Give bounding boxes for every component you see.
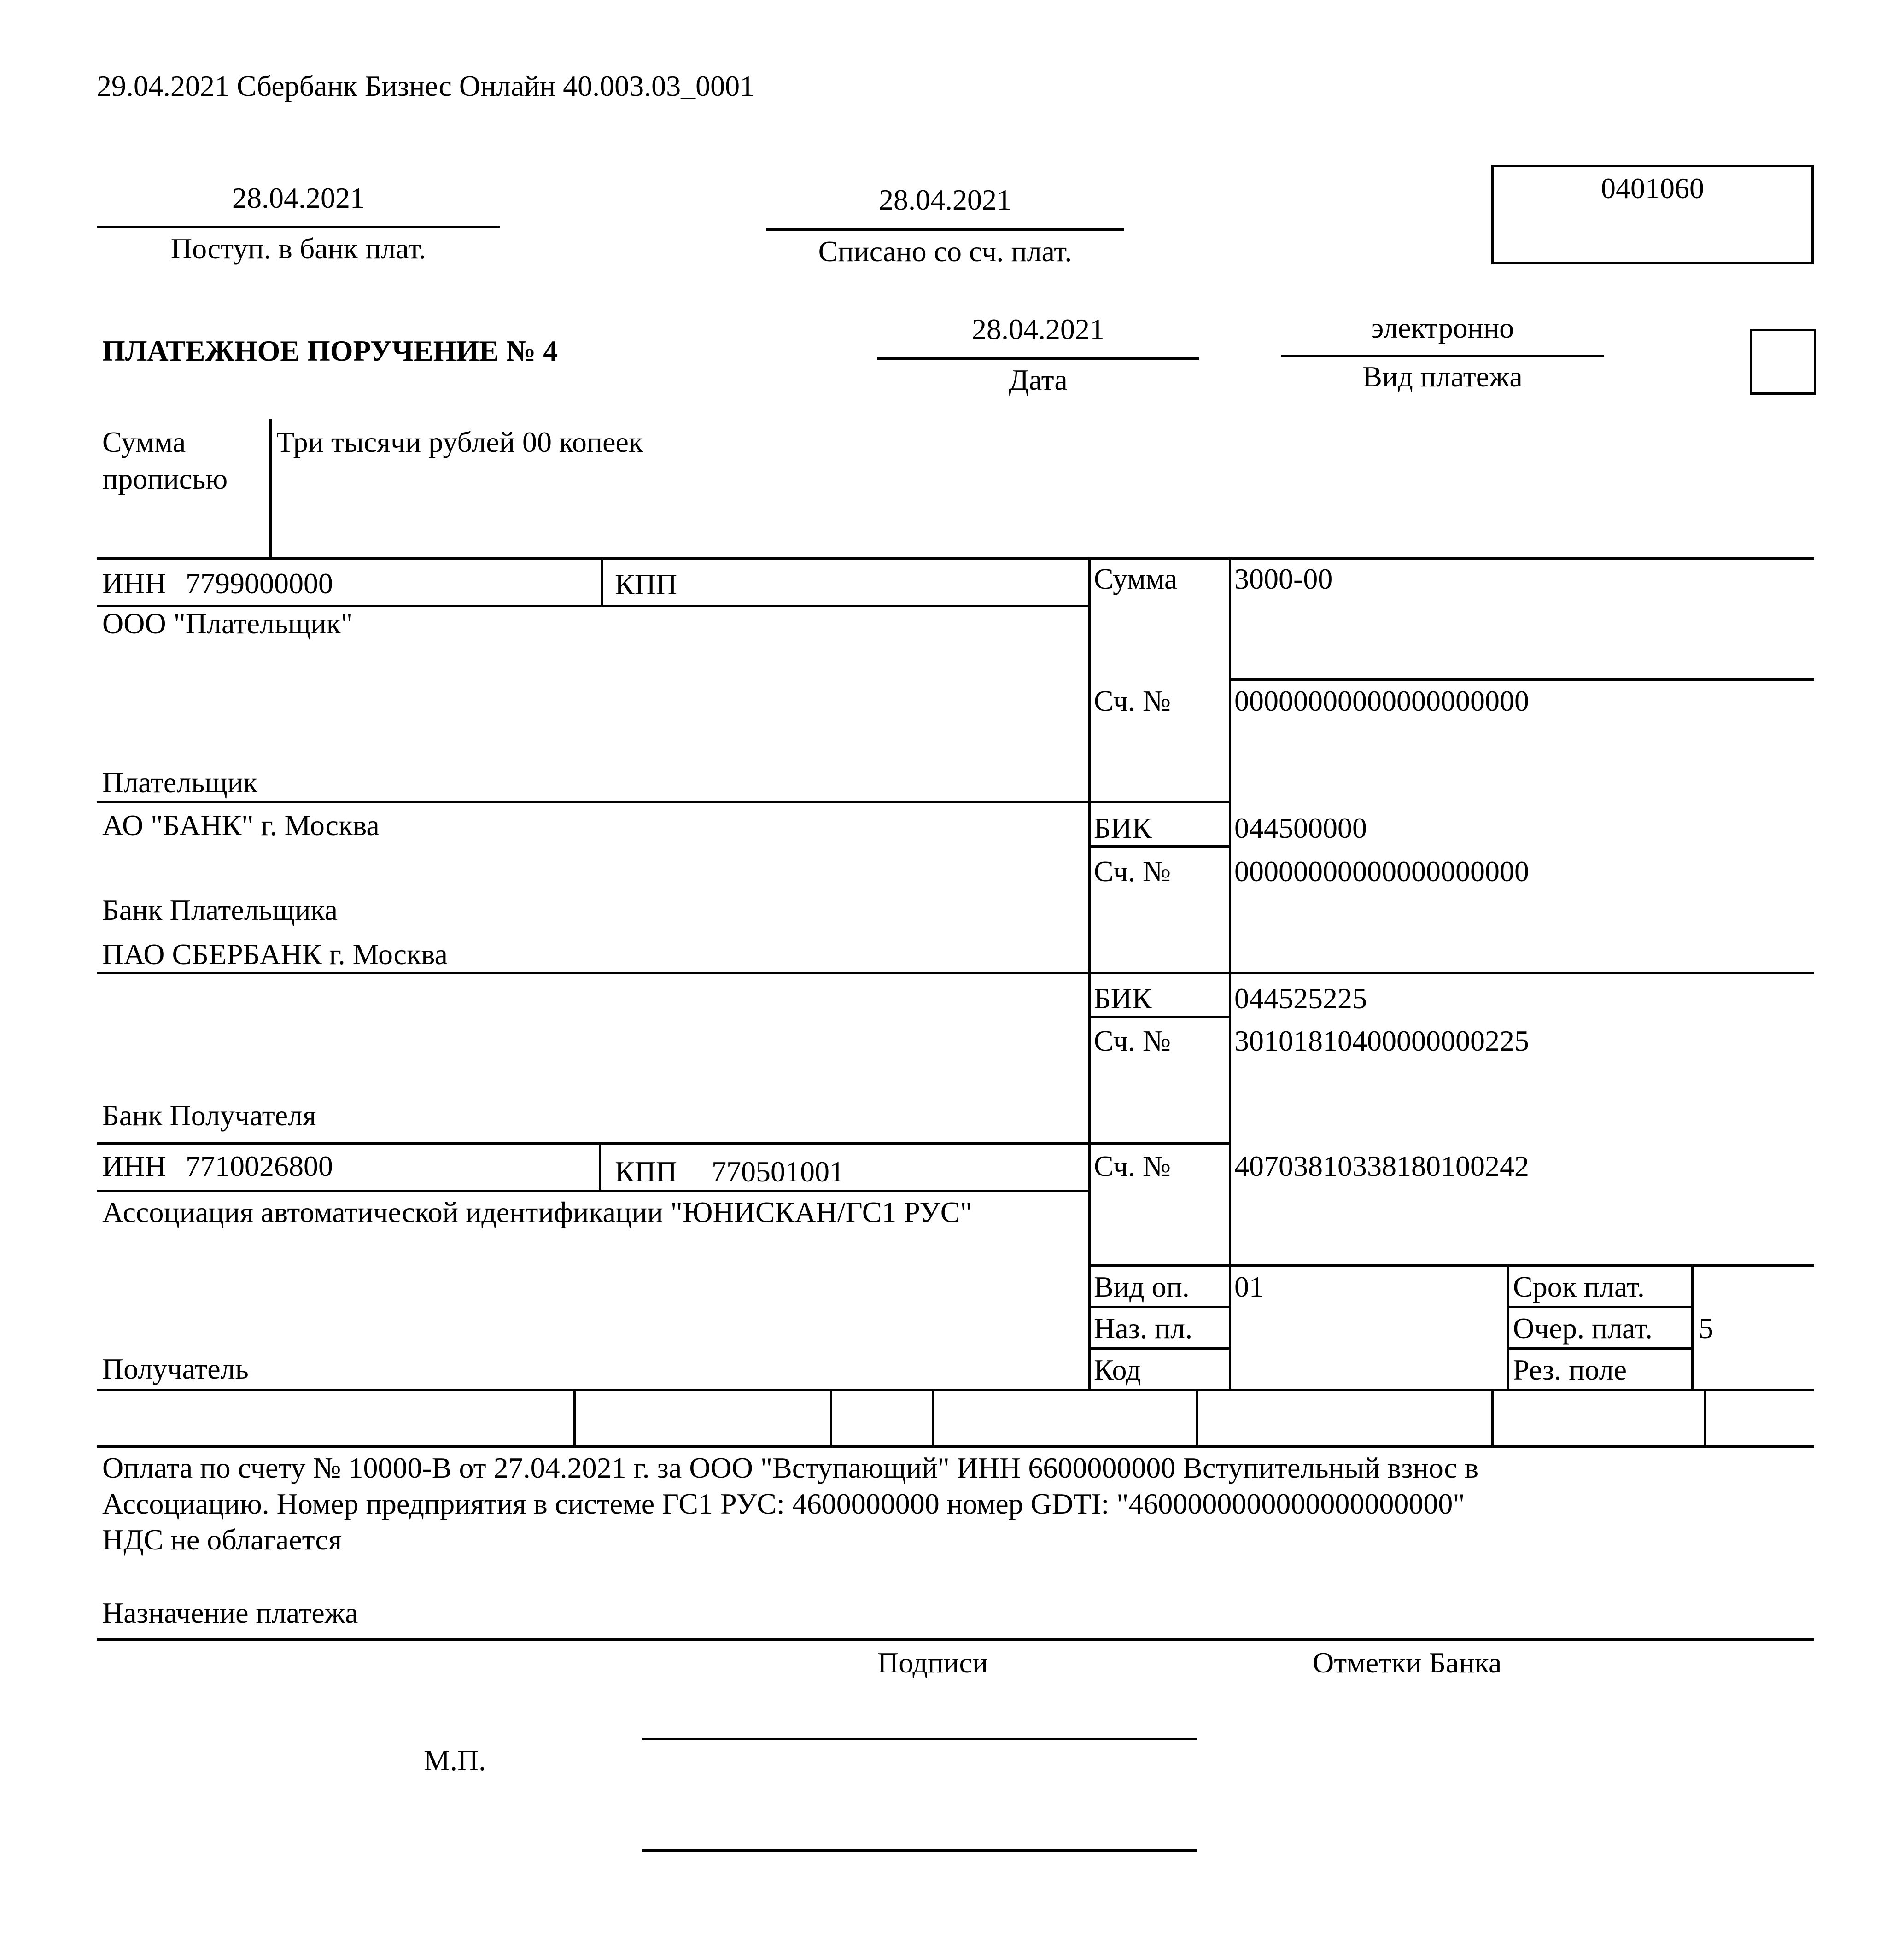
operation-top-line [1088,1264,1814,1267]
payer-amount-label: Сумма [1094,562,1178,595]
payee-bank-account-label: Сч. № [1094,1024,1171,1057]
order-date: 28.04.2021 [972,313,1104,345]
payment-status-box [1750,329,1816,395]
operation-divider-2 [1691,1264,1694,1391]
budget-cell-divider-4 [1196,1389,1198,1446]
payer-bank-label: Банк Плательщика [102,894,338,926]
purpose-label: Назначение платежа [102,1596,358,1629]
payee-bank-bik: 044525225 [1234,982,1367,1015]
priority-label: Очер. плат. [1513,1312,1653,1345]
payee-bank-bik-line [1088,1016,1229,1018]
op-type-label: Вид оп. [1094,1270,1190,1303]
order-date-line [877,357,1199,360]
signature-line-1 [642,1738,1197,1740]
amount-words-value: Три тысячи рублей 00 копеек [276,426,643,458]
payer-bank-account-label: Сч. № [1094,855,1171,888]
payer-label: Плательщик [102,766,258,799]
purpose-line-3: НДС не облагается [102,1523,342,1556]
payer-bank-bik: 044500000 [1234,812,1367,844]
amount-words-divider [269,419,272,557]
document-title: ПЛАТЕЖНОЕ ПОРУЧЕНИЕ № 4 [102,334,558,367]
payee-name: Ассоциация автоматической идентификации "ЮНИСКАН/ГС1 РУС" [102,1196,972,1228]
payer-bank-bottom-line [97,972,1814,974]
payer-account-label: Сч. № [1094,684,1171,717]
grid-line-top [97,557,1814,560]
seal-label: М.П. [424,1744,486,1777]
payer-name: ООО "Плательщик" [102,607,353,640]
payer-bank-bik-label: БИК [1094,812,1152,844]
bank-marks-label: Отметки Банка [1313,1646,1502,1679]
purpose-code-label: Наз. пл. [1094,1312,1193,1345]
payer-amount: 3000-00 [1234,562,1333,595]
debited-label: Списано со сч. плат. [818,235,1072,268]
amount-words-label: Сумма [102,426,186,458]
payer-inn-label: ИНН [102,567,166,600]
amount-line [1229,678,1814,681]
payee-bank-bottom-line [97,1142,1229,1145]
payee-bank-label: Банк Получателя [102,1099,316,1132]
payee-inn-label: ИНН [102,1150,166,1182]
signature-line-2 [642,1849,1197,1852]
amount-words-label-2: прописью [102,462,228,495]
payer-inn: 7799000000 [186,567,333,600]
term-label: Срок плат. [1513,1270,1645,1303]
payer-account: 00000000000000000000 [1234,684,1529,717]
payer-bank-name: АО "БАНК" г. Москва [102,809,380,842]
debited-line [766,228,1124,231]
payee-kpp: 770501001 [712,1155,844,1188]
budget-cell-divider-6 [1704,1389,1706,1446]
payee-label: Получатель [102,1352,249,1385]
budget-cell-divider-2 [830,1389,832,1446]
op-type: 01 [1234,1270,1264,1303]
payment-type-label: Вид платежа [1362,360,1523,393]
payee-inn: 7710026800 [186,1150,333,1182]
term-line [1507,1306,1691,1308]
budget-cell-divider-1 [573,1389,576,1446]
code-label: Код [1094,1353,1141,1386]
payee-bank-account: 30101810400000000225 [1234,1024,1529,1057]
priority-value: 5 [1699,1312,1713,1345]
form-code: 0401060 [1601,172,1704,205]
priority-line [1507,1347,1691,1350]
order-date-label: Дата [1009,363,1068,396]
payee-inn-line [97,1190,1088,1192]
payer-kpp-label: КПП [615,568,677,601]
budget-row-bottom-line [97,1445,1814,1448]
budget-cell-divider-5 [1491,1389,1494,1446]
budget-cell-divider-3 [932,1389,934,1446]
payer-bank-bik-line [1088,845,1229,848]
reserve-label: Рез. поле [1513,1353,1627,1386]
purpose-code-line [1088,1347,1229,1350]
budget-row-top-line [97,1389,1814,1391]
received-date: 28.04.2021 [232,181,365,214]
payment-type-line [1281,355,1604,357]
purpose-line-2: Ассоциацию. Номер предприятия в системе ГС1 РУС: 4600000000 номер GDTI: "4600000000000000000000" [102,1487,1465,1520]
payer-bank-account: 00000000000000000000 [1234,855,1529,888]
purpose-bottom-line [97,1638,1814,1641]
payee-account-label: Сч. № [1094,1150,1171,1182]
payer-bottom-line [97,801,1229,803]
payment-type: электронно [1371,311,1514,344]
op-type-line [1088,1306,1229,1308]
debited-date: 28.04.2021 [879,183,1011,216]
payee-bank-bik-label: БИК [1094,982,1152,1015]
payee-kpp-label: КПП [615,1155,677,1188]
operation-divider-1 [1507,1264,1509,1391]
signatures-label: Подписи [877,1646,988,1679]
received-label: Поступ. в банк плат. [170,232,426,265]
payee-account: 40703810338180100242 [1234,1150,1529,1182]
payee-bank-name: ПАО СБЕРБАНК г. Москва [102,938,448,971]
received-line [97,226,500,228]
purpose-line-1: Оплата по счету № 10000-В от 27.04.2021 г. за ООО "Вступающий" ИНН 6600000000 Вступительный взнос в [102,1451,1479,1484]
payee-kpp-divider [599,1142,601,1192]
payer-kpp-divider [601,557,603,607]
print-info: 29.04.2021 Сбербанк Бизнес Онлайн 40.003.03_0001 [97,70,755,102]
